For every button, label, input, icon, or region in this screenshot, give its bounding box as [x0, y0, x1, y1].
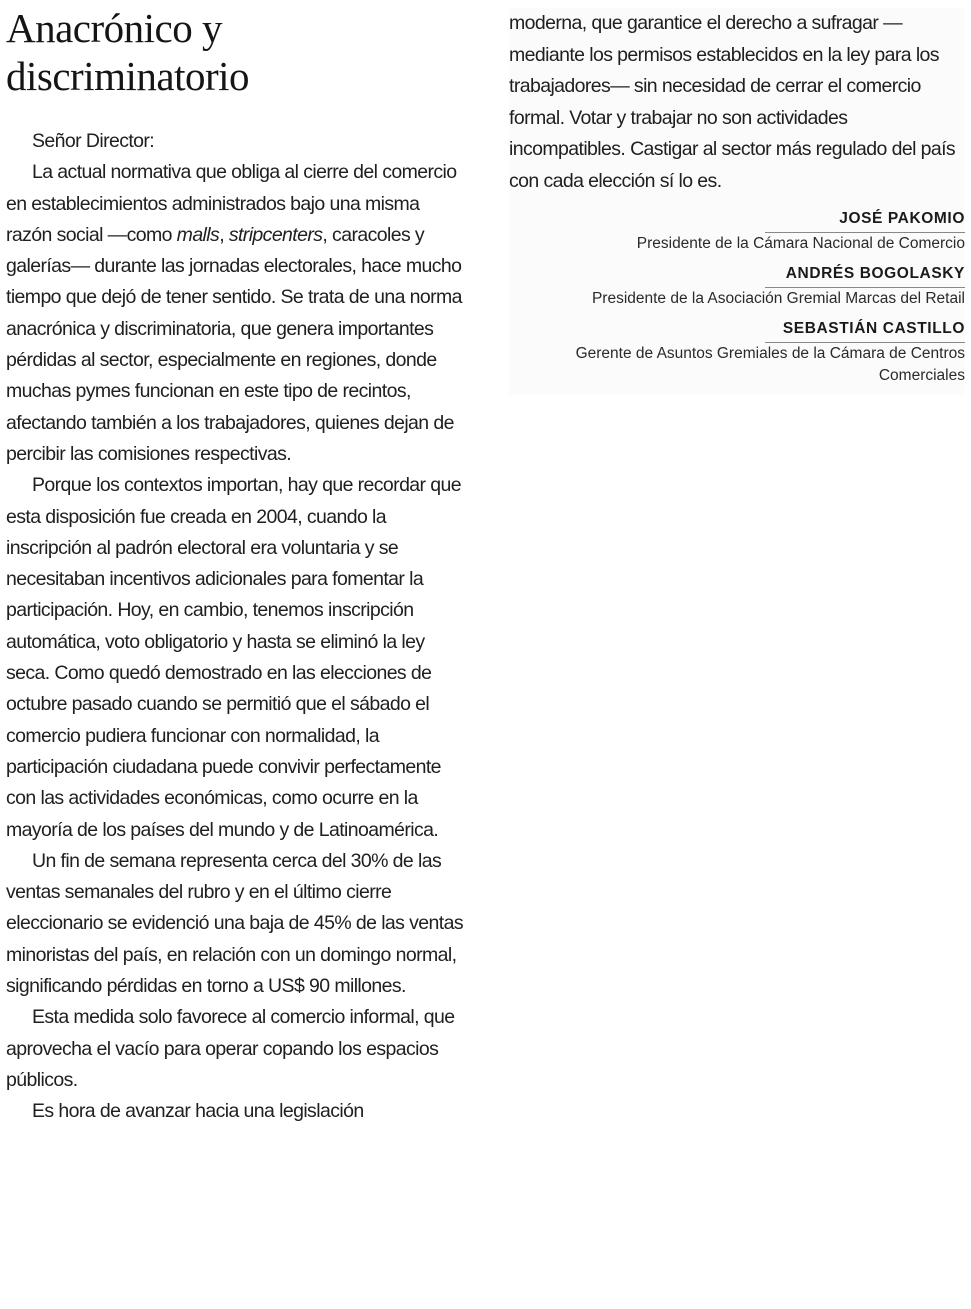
article-body-continued — [509, 8, 965, 198]
italic-term-stripcenters: stripcenters — [228, 223, 323, 246]
paragraph-4: Esta medida solo favorece al comercio informal, que aprovecha el vacío para operar copando los espacios públicos. — [6, 1006, 455, 1091]
italic-term-malls: malls — [176, 223, 220, 246]
signature-block — [509, 208, 965, 387]
signature-title-1: Presidente de la Cámara Nacional de Comercio — [636, 234, 965, 252]
paragraph-1 — [6, 157, 468, 470]
signature-title-2: Presidente de la Asociación Gremial Marcas del Retail — [591, 289, 965, 307]
paragraph-5-continued: moderna, que garantice el derecho a sufragar —mediante los permisos establecidos en la ley para los trabajadores— sin necesidad de cerrar el comercio formal. Votar y trabajar no son actividades incompatibles. Castigar al sector más regulado del país con cada elección sí lo es. — [509, 12, 956, 192]
signature-title-3: Gerente de Asuntos Gremiales de la Cámara de Centros Comerciales — [575, 344, 965, 384]
paragraph-2: Porque los contextos importan, hay que recordar que esta disposición fue creada en 2004, cuando la inscripción al padrón electoral era voluntaria y se necesitaban incentivos adicionales para fomentar la participación. Hoy, en cambio, tenemos inscripción automática, voto obligatorio y hasta se eliminó la ley seca. Como quedó demostrado en las elecciones de octubre pasado cuando se permitió que el sábado el comercio pudiera funcionar con normalidad, la participación ciudadana puede convivir perfectamente con las actividades económicas, como ocurre en la mayoría de los países del mundo y de Latinoamérica. — [6, 474, 462, 841]
salutation: Señor Director: — [32, 130, 155, 152]
right-column — [509, 8, 965, 395]
left-column — [6, 4, 468, 1128]
paragraph-5-start: Es hora de avanzar hacia una legislación — [32, 1100, 364, 1123]
article-headline: Anacrónico y discriminatorio — [6, 5, 250, 99]
paragraph-1-text-c: , caracoles y galerías— durante las jornadas electorales, hace mucho tiempo que dejó de tener sentido. Se trata de una norma anacrónica y discriminatoria, que genera importantes pérdidas al sector, especialmente en regiones, donde muchas pymes funcionan en este tipo de recintos, afectando también a los trabajadores, quienes dejan de percibir las comisiones respectivas. — [6, 223, 462, 465]
signature-name-1: JOSÉ PAKOMIO — [839, 209, 965, 227]
paragraph-3: Un fin de semana representa cerca del 30% de las ventas semanales del rubro y en el último cierre eleccionario se evidenció una baja de 45% de las ventas minoristas del país, en relación con un domingo normal, significando pérdidas en torno a US$ 90 millones. — [6, 849, 463, 998]
article-body — [6, 126, 468, 1128]
paragraph-1-text-b: , — [219, 223, 229, 246]
paragraph-1-text-a: La actual normativa que obliga al cierre del comercio en establecimientos administrados bajo una misma razón social —como — [6, 161, 457, 246]
signature-name-2: ANDRÉS BOGOLASKY — [785, 264, 965, 282]
signature-name-3: SEBASTIÁN CASTILLO — [782, 319, 965, 337]
